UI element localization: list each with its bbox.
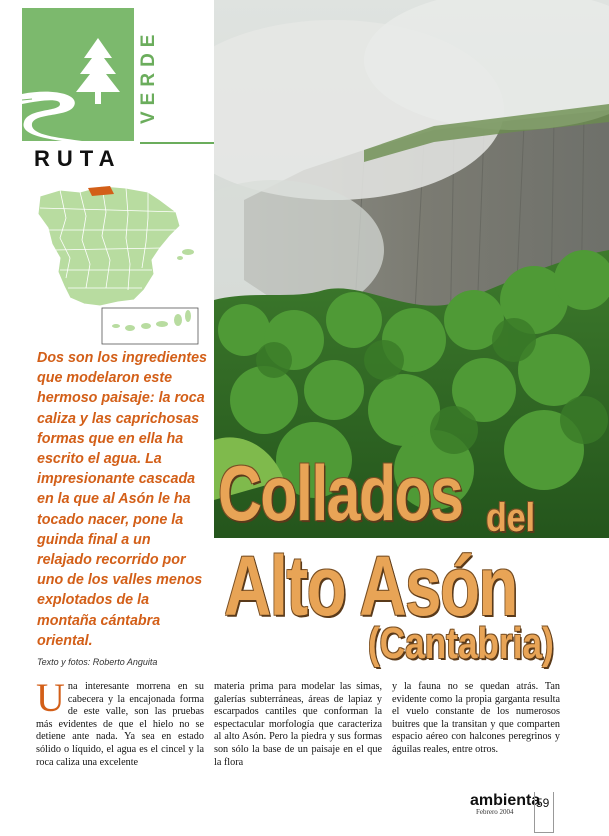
title-line-1: Collados: [218, 449, 463, 537]
issue-date: Febrero 2004: [476, 808, 514, 816]
spain-location-map: [30, 178, 202, 348]
body-column-1: [36, 675, 204, 769]
title-region: (Cantabria): [368, 619, 554, 668]
section-label-vertical: VERDE: [138, 28, 159, 124]
author-credit: Texto y fotos: Roberto Anguita: [37, 657, 158, 667]
body-text: na interesante morrena en su cabecera y la encajonada forma de este valle, son las pruebas más evidentes de que el hielo no se detiene ante nada. Ya sea en estado sólido o líquido, el agua es el cincel y la roca caliza una excelente: [36, 681, 204, 768]
title-connector: del: [486, 496, 536, 540]
section-label: RUTA: [34, 146, 122, 171]
body-column-3: y la fauna no se quedan atrás. Tan evidente como la propia garganta resulta el vuelo constante de los numerosos buitres que la transitan y que comparten espacio aéreo con halcones peregrinos y águilas reales, entre otros.: [392, 681, 560, 755]
drop-cap: U: [36, 675, 65, 720]
title-line-2: Alto Asón: [224, 539, 517, 633]
page-number: 59: [536, 796, 550, 810]
body-column-2: materia prima para modelar las simas, galerías subterráneas, áreas de lapiaz y escarpados cantiles que conforman la espectacular morfología que caracteriza al alto Asón. Pero la piedra y sus formas son sólo la base de un paisaje en el que la flora: [214, 681, 382, 768]
magazine-brand: ambienta: [470, 792, 541, 809]
tree-road-logo-icon: [22, 8, 134, 141]
badge-divider: [140, 142, 214, 144]
section-badge: [22, 8, 134, 141]
lede-paragraph: Dos son los ingredientes que modelaron este hermoso paisaje: la roca caliza y las caprichosas formas que en ella ha escrito el agua. La impresionante cascada en la que al Asón le ha tocado nacer, pone la guinda final a un relajado recorrido por uno de los valles menos explotados de la montaña cántabra oriental.: [37, 350, 208, 649]
